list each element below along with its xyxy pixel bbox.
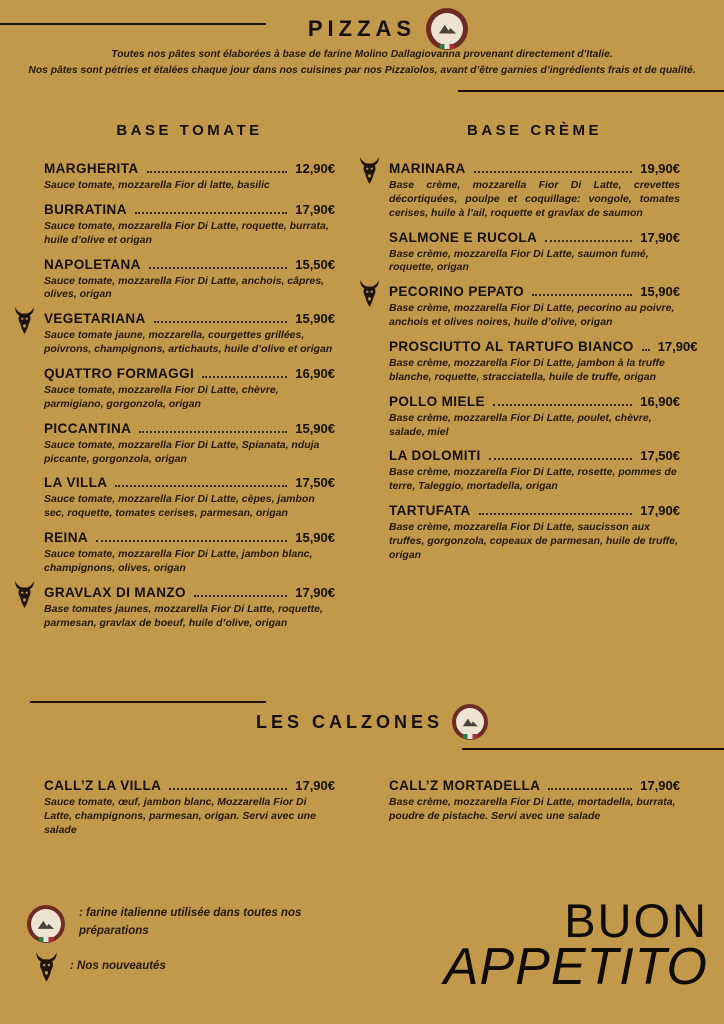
menu-item xyxy=(44,475,335,521)
menu-item-header xyxy=(44,530,335,545)
dotted-leader xyxy=(169,788,287,790)
item-price: 17,90€ xyxy=(295,778,335,793)
menu-item xyxy=(389,778,680,824)
dotted-leader xyxy=(135,212,287,214)
menu-item xyxy=(44,585,335,631)
item-price: 19,90€ xyxy=(640,161,680,176)
menu-item-header xyxy=(389,448,680,463)
menu-item xyxy=(389,503,680,563)
dotted-leader xyxy=(194,595,287,597)
legend xyxy=(27,905,347,983)
menu-item-header xyxy=(44,202,335,217)
menu-item xyxy=(44,530,335,576)
dotted-leader xyxy=(532,294,632,296)
legend-new-row xyxy=(27,951,347,983)
menu-item xyxy=(44,202,335,248)
flour-badge-mountain-icon xyxy=(456,708,484,736)
item-name: VEGETARIANA xyxy=(44,311,146,327)
new-item-bull-icon xyxy=(357,279,382,308)
dotted-leader xyxy=(115,485,287,487)
item-price: 15,90€ xyxy=(295,420,335,436)
item-name: SALMONE E RUCOLA xyxy=(389,229,538,245)
item-description: Base crème, mozzarella Fior Di Latte, pecorino au poivre, anchois et olives noires, huile d’olive, origan xyxy=(389,302,675,329)
menu-item-header xyxy=(44,366,335,381)
item-name: LA DOLOMITI xyxy=(389,448,481,464)
item-name: REINA xyxy=(44,530,89,546)
legend-flour-row xyxy=(27,905,347,943)
item-description: Base crème, mozzarella Fior Di Latte, saumon fumé, roquette, origan xyxy=(389,247,649,274)
item-price: 17,50€ xyxy=(295,475,335,491)
item-name: CALL’Z MORTADELLA xyxy=(389,778,541,793)
item-description: Base crème, mozzarella Fior Di Latte, rosette, pommes de terre, Taleggio, mortadella, origan xyxy=(389,466,677,493)
dotted-leader xyxy=(479,513,633,515)
menu-item-header xyxy=(44,585,335,600)
dotted-leader xyxy=(642,349,650,351)
legend-flour-label: : farine italienne utilisée dans toutes nos préparations xyxy=(79,907,302,937)
column-base-creme xyxy=(389,122,698,640)
flour-badge-mountain-icon xyxy=(431,13,463,45)
page-title: PIZZAS xyxy=(307,16,417,41)
dotted-leader xyxy=(474,171,633,173)
menu-item xyxy=(44,778,335,838)
column-heading-base-tomate: BASE TOMATE xyxy=(116,122,263,139)
dotted-leader xyxy=(545,240,632,242)
item-name: TARTUFATA xyxy=(389,503,471,519)
base-creme-item-list xyxy=(389,161,698,563)
calzones-left-col xyxy=(44,778,335,847)
menu-item-header xyxy=(44,311,335,326)
intro-line-2: Nos pâtes sont pétries et étalées chaque jour dans nos cuisines par nos Pizzaïolos, avant d’être garnies d’ingrédients frais et de qualité. xyxy=(28,65,696,77)
item-name: PECORINO PEPATO xyxy=(389,284,525,300)
item-description: Sauce tomate, œuf, jambon blanc, Mozzarella Fior Di Latte, champignons, parmesan, origan. Servi avec une salade xyxy=(44,796,316,836)
menu-item xyxy=(44,421,335,467)
menu-item xyxy=(389,394,680,440)
menu-item-header xyxy=(389,394,680,409)
new-item-bull-icon xyxy=(357,156,382,185)
dotted-leader xyxy=(493,404,632,406)
divider-calzones-left xyxy=(30,701,266,703)
menu-item-header xyxy=(44,475,335,490)
flour-badge-mountain-icon xyxy=(31,909,61,939)
item-name: NAPOLETANA xyxy=(44,256,141,272)
intro-line-1: Toutes nos pâtes sont élaborées à base de farine Molino Dallagiovanna provenant directement d’Italie. xyxy=(111,49,613,60)
calzones-right-col xyxy=(389,778,680,847)
menu-item xyxy=(44,311,335,357)
page-header xyxy=(0,8,724,50)
flour-brand-badge-icon xyxy=(426,8,468,50)
column-base-tomate xyxy=(44,122,335,640)
item-price: 17,90€ xyxy=(295,201,335,217)
item-description: Sauce tomate, mozzarella Fior di latte, basilic xyxy=(44,179,270,191)
italian-flag-icon xyxy=(463,734,478,739)
menu-item-header xyxy=(44,421,335,436)
dotted-leader xyxy=(149,267,287,269)
calzones-item-left xyxy=(44,778,335,838)
item-description: Sauce tomate, mozzarella Fior Di Latte, chèvre, parmigiano, gorgonzola, origan xyxy=(44,384,279,410)
item-price: 17,50€ xyxy=(640,448,680,464)
intro-text xyxy=(0,47,724,80)
item-name: MARINARA xyxy=(389,161,466,176)
menu-item-header xyxy=(389,230,680,245)
dotted-leader xyxy=(202,376,287,378)
item-price: 17,90€ xyxy=(640,778,680,793)
item-price: 16,90€ xyxy=(295,366,335,382)
item-price: 17,90€ xyxy=(295,584,335,600)
item-price: 17,90€ xyxy=(657,339,698,355)
item-description: Sauce tomate, mozzarella Fior Di Latte, roquette, burrata, huile d’olive et origan xyxy=(44,219,329,246)
menu-item-header xyxy=(389,778,680,793)
new-item-bull-icon xyxy=(12,306,37,335)
column-heading-base-creme: BASE CRÈME xyxy=(466,122,602,139)
item-price: 17,90€ xyxy=(640,503,680,519)
footer-appetito: APPETITO xyxy=(443,938,708,996)
dotted-leader xyxy=(139,431,287,433)
item-name: POLLO MIELE xyxy=(389,393,485,409)
item-description: Sauce tomate, mozzarella Fior Di Latte, Spianata, nduja piccante, gorgonzola, origan xyxy=(44,438,320,465)
item-description: Base crème, mozzarella Fior Di Latte, jambon à la truffe blanche, roquette, stracciatella, huile de truffe, origan xyxy=(389,357,665,383)
item-description: Sauce tomate, mozzarella Fior Di Latte, cèpes, jambon sec, roquette, tomates cerises, parmesan, origan xyxy=(44,493,315,520)
item-description: Base crème, mozzarella Fior Di Latte, mortadella, burrata, poudre de pistache. Servi avec une salade xyxy=(389,796,676,822)
divider-intro-right xyxy=(458,90,724,92)
base-tomate-item-list xyxy=(44,161,335,631)
item-description: Base crème, mozzarella Fior Di Latte, saucisson aux truffes, gorgonzola, copeaux de parmesan, huile de truffe, origan xyxy=(389,521,679,561)
menu-item-header xyxy=(389,503,680,518)
item-description: Sauce tomate, mozzarella Fior Di Latte, anchois, câpres, olives, origan xyxy=(44,274,325,301)
menu-item xyxy=(389,161,680,221)
menu-item xyxy=(389,448,680,494)
item-price: 17,90€ xyxy=(640,229,680,245)
menu-item xyxy=(389,284,680,330)
item-price: 15,90€ xyxy=(295,311,335,327)
italian-flag-icon xyxy=(39,937,54,942)
calzones-header xyxy=(0,704,724,740)
menu-item-header xyxy=(389,161,680,176)
footer-buon: BUON xyxy=(564,894,708,947)
pizzas-section xyxy=(0,122,724,640)
dotted-leader xyxy=(154,321,288,323)
item-price: 16,90€ xyxy=(640,393,680,409)
item-description: Base crème, mozzarella Fior Di Latte, crevettes décortiquées, poulpe et coquillage: vongole, tomates cerises, huile à l’ail, roquette et gravlax de saumon xyxy=(389,179,680,219)
item-description: Base tomates jaunes, mozzarella Fior Di Latte, roquette, parmesan, gravlax de boeuf, huile d’olive, origan xyxy=(44,602,323,629)
menu-item xyxy=(44,366,335,412)
menu-item-header xyxy=(389,339,698,355)
menu-item xyxy=(389,230,680,276)
dotted-leader xyxy=(96,540,287,542)
item-description: Sauce tomate, mozzarella Fior Di Latte, jambon blanc, champignons, olives, origan xyxy=(44,548,313,575)
menu-item xyxy=(44,161,335,193)
item-name: PICCANTINA xyxy=(44,420,132,436)
item-price: 12,90€ xyxy=(295,161,335,176)
legend-new-label: : Nos nouveautés xyxy=(70,960,166,972)
menu-item xyxy=(389,339,698,385)
item-price: 15,50€ xyxy=(295,256,335,272)
item-name: LA VILLA xyxy=(44,475,108,491)
calzones-section xyxy=(0,778,724,847)
item-name: GRAVLAX DI MANZO xyxy=(44,584,186,600)
flour-brand-badge-icon xyxy=(27,905,65,943)
menu-item-header xyxy=(389,284,680,299)
menu-item-header xyxy=(44,257,335,272)
item-price: 15,90€ xyxy=(640,284,680,300)
dotted-leader xyxy=(489,458,633,460)
calzones-item-right xyxy=(389,778,680,824)
item-name: MARGHERITA xyxy=(44,161,139,176)
new-item-bull-icon xyxy=(12,580,37,609)
footer-message xyxy=(443,894,708,996)
dotted-leader xyxy=(548,788,632,790)
item-description: Base crème, mozzarella Fior Di Latte, poulet, chèvre, salade, miel xyxy=(389,411,652,438)
calzones-title: LES CALZONES xyxy=(255,711,443,732)
flour-brand-badge-icon xyxy=(452,704,488,740)
menu-item-header xyxy=(44,778,335,793)
item-name: QUATTRO FORMAGGI xyxy=(44,366,195,382)
menu-item xyxy=(44,257,335,303)
item-description: Sauce tomate jaune, mozzarella, courgettes grillées, poivrons, champignons, artichauts, huile d’olive et origan xyxy=(44,329,333,356)
bull-head-icon xyxy=(33,951,60,983)
divider-calzones-right xyxy=(462,748,724,750)
item-price: 15,90€ xyxy=(295,530,335,546)
dotted-leader xyxy=(147,171,288,173)
item-name: BURRATINA xyxy=(44,201,127,217)
item-name: PROSCIUTTO AL TARTUFO BIANCO xyxy=(389,339,634,355)
menu-item-header xyxy=(44,161,335,176)
item-name: CALL’Z LA VILLA xyxy=(44,778,162,793)
